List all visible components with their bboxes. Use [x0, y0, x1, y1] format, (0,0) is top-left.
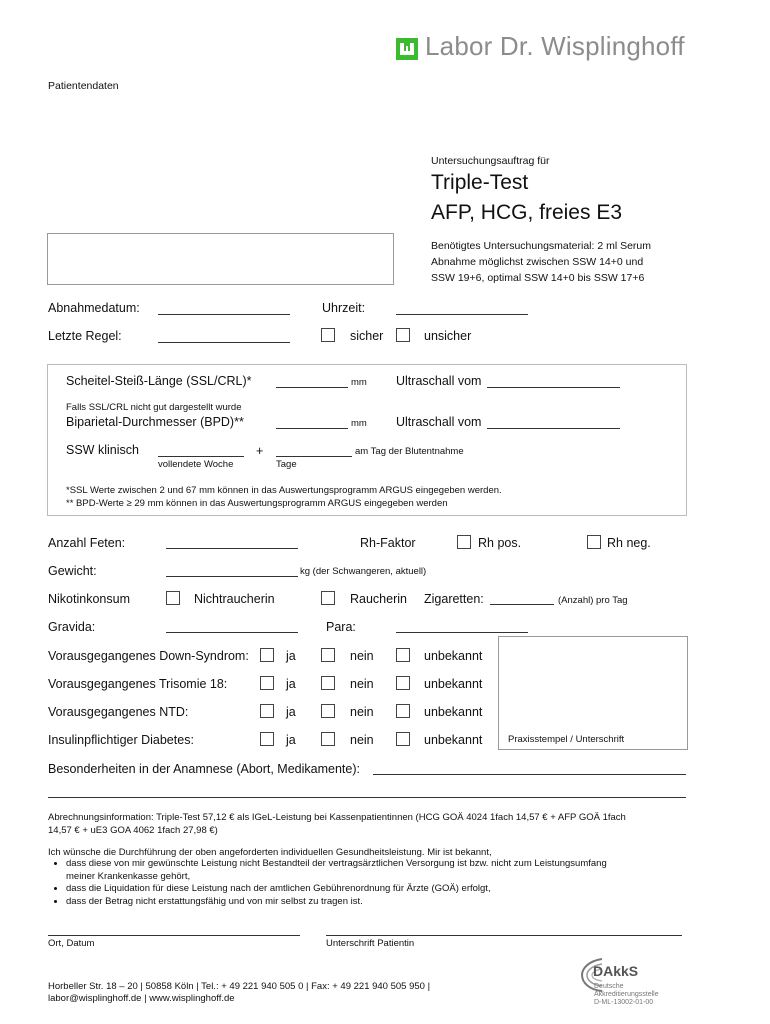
sicher-label: sicher [350, 329, 384, 343]
anamnese-field-2[interactable] [48, 797, 686, 798]
consent-bullet-2: • dass die Liquidation für diese Leistung nach der amtlichen Gebührenordnung für Ärzte (GOÄ) erfolgt, [66, 883, 607, 896]
history-label-diabetes: Insulinpflichtiger Diabetes: [48, 733, 194, 747]
rh-faktor-label: Rh-Faktor [360, 536, 416, 550]
down-ja-checkbox[interactable] [260, 648, 274, 662]
ssl-footnote: *SSL Werte zwischen 2 und 67 mm können in das Auswertungsprogramm ARGUS eingegeben werden. [66, 485, 502, 496]
bpd-label: Biparietal-Durchmesser (BPD)** [66, 415, 244, 429]
anzahl-feten-field[interactable] [166, 548, 298, 549]
gravida-label: Gravida: [48, 620, 96, 634]
para-label: Para: [326, 620, 356, 634]
letzte-regel-field[interactable] [158, 342, 290, 343]
gewicht-unit: kg (der Schwangeren, aktuell) [300, 566, 427, 577]
dakks-name: DAkkS [593, 963, 639, 979]
consent-intro: Ich wünsche die Durchführung der oben angeforderten individuellen Gesundheitsleistung. Mir ist bekannt, [48, 847, 492, 858]
rh-pos-checkbox[interactable] [457, 535, 471, 549]
trisomie-nein-label: nein [350, 677, 374, 691]
trisomie-ja-checkbox[interactable] [260, 676, 274, 690]
trisomie-unbekannt-label: unbekannt [424, 677, 483, 691]
lab-logo-text: Labor Dr. Wisplinghoff [425, 31, 685, 61]
nichtraucherin-checkbox[interactable] [166, 591, 180, 605]
history-label-ntd: Vorausgegangenes NTD: [48, 705, 189, 719]
rh-neg-label: Rh neg. [607, 536, 651, 550]
trisomie-nein-checkbox[interactable] [321, 676, 335, 690]
unterschrift-field[interactable] [326, 935, 682, 936]
bpd-unit: mm [351, 418, 367, 429]
raucherin-checkbox[interactable] [321, 591, 335, 605]
abnahmedatum-label: Abnahmedatum: [48, 301, 140, 315]
patient-label-box[interactable] [47, 233, 394, 285]
title-parameters: AFP, HCG, freies E3 [431, 201, 623, 224]
am-tag-label: am Tag der Blutentnahme [355, 446, 464, 457]
ssl-unit: mm [351, 377, 367, 388]
zigaretten-label: Zigaretten: [424, 592, 484, 606]
ssl-ultraschall-field[interactable] [487, 387, 620, 388]
rh-neg-checkbox[interactable] [587, 535, 601, 549]
history-label-trisomie: Vorausgegangenes Trisomie 18: [48, 677, 228, 691]
consent-bullet-1: • dass diese von mir gewünschte Leistung nicht Bestandteil der vertragsärztlichen Versorgung ist bzw. nicht zum Leistungsumfang meiner Krankenkasse gehört, [66, 858, 607, 883]
trisomie-ja-label: ja [286, 677, 296, 691]
diabetes-ja-label: ja [286, 733, 296, 747]
letzte-regel-label: Letzte Regel: [48, 329, 122, 343]
diabetes-unbekannt-checkbox[interactable] [396, 732, 410, 746]
unterschrift-label: Unterschrift Patientin [326, 938, 415, 949]
nichtraucherin-label: Nichtraucherin [194, 592, 275, 606]
ntd-unbekannt-label: unbekannt [424, 705, 483, 719]
consent-list [48, 858, 607, 908]
ssw-plus: + [256, 444, 264, 458]
bpd-footnote: ** BPD-Werte ≥ 29 mm können in das Auswertungsprogramm ARGUS eingegeben werden [66, 498, 448, 509]
unsicher-label: unsicher [424, 329, 472, 343]
anzahl-feten-label: Anzahl Feten: [48, 536, 126, 550]
diabetes-unbekannt-label: unbekannt [424, 733, 483, 747]
footer-contact: labor@wisplinghoff.de | www.wisplinghoff.de [48, 993, 235, 1004]
material-line-2: Abnahme möglichst zwischen SSW 14+0 und [431, 256, 644, 268]
zigaretten-field[interactable] [490, 604, 554, 605]
ssw-weeks-field[interactable] [158, 456, 244, 457]
bpd-field[interactable] [276, 428, 348, 429]
diabetes-nein-label: nein [350, 733, 374, 747]
falls-note: Falls SSL/CRL nicht gut dargestellt wurde [66, 402, 242, 413]
order-pre: Untersuchungsauftrag für [431, 155, 550, 167]
rh-pos-label: Rh pos. [478, 536, 522, 550]
bpd-ultraschall-field[interactable] [487, 428, 620, 429]
abnahmedatum-field[interactable] [158, 314, 290, 315]
trisomie-unbekannt-checkbox[interactable] [396, 676, 410, 690]
down-nein-checkbox[interactable] [321, 648, 335, 662]
zigaretten-unit: (Anzahl) pro Tag [558, 595, 628, 606]
diabetes-ja-checkbox[interactable] [260, 732, 274, 746]
ssl-field[interactable] [276, 387, 348, 388]
down-unbekannt-label: unbekannt [424, 649, 483, 663]
material-line-1: Benötigtes Untersuchungsmaterial: 2 ml Serum [431, 240, 652, 252]
down-ja-label: ja [286, 649, 296, 663]
ssw-label: SSW klinisch [66, 443, 139, 457]
anamnese-field[interactable] [373, 774, 686, 775]
down-nein-label: nein [350, 649, 374, 663]
tage-label: Tage [276, 459, 297, 470]
uhrzeit-field[interactable] [396, 314, 528, 315]
raucherin-label: Raucherin [350, 592, 407, 606]
ssl-ultraschall-label: Ultraschall vom [396, 374, 482, 388]
material-line-3: SSW 19+6, optimal SSW 14+0 bis SSW 17+6 [431, 272, 645, 284]
gravida-field[interactable] [166, 632, 298, 633]
para-field[interactable] [396, 632, 528, 633]
ssw-days-field[interactable] [276, 456, 352, 457]
gewicht-field[interactable] [166, 576, 298, 577]
patientendaten-label: Patientendaten [48, 80, 119, 92]
diabetes-nein-checkbox[interactable] [321, 732, 335, 746]
dakks-text: Deutsche Akkreditierungsstelle D-ML-13002-01-00 [594, 983, 659, 1006]
ntd-nein-checkbox[interactable] [321, 704, 335, 718]
sicher-checkbox[interactable] [321, 328, 335, 342]
anamnese-label: Besonderheiten in der Anamnese (Abort, Medikamente): [48, 762, 360, 776]
ssl-label: Scheitel-Steiß-Länge (SSL/CRL)* [66, 374, 252, 388]
unsicher-checkbox[interactable] [396, 328, 410, 342]
ntd-nein-label: nein [350, 705, 374, 719]
vollendete-woche-label: vollendete Woche [158, 459, 234, 470]
ntd-ja-checkbox[interactable] [260, 704, 274, 718]
gewicht-label: Gewicht: [48, 564, 97, 578]
down-unbekannt-checkbox[interactable] [396, 648, 410, 662]
uhrzeit-label: Uhrzeit: [322, 301, 366, 315]
ntd-ja-label: ja [286, 705, 296, 719]
ort-datum-label: Ort, Datum [48, 938, 95, 949]
stamp-label: Praxisstempel / Unterschrift [508, 734, 625, 745]
title-triple-test: Triple-Test [431, 171, 529, 194]
nikotin-label: Nikotinkonsum [48, 592, 130, 606]
consent-bullet-3: • dass der Betrag nicht erstattungsfähig und von mir selbst zu tragen ist. [66, 896, 607, 909]
billing-line-2: 14,57 € + uE3 GOA 4062 1fach 27,98 €) [48, 825, 218, 836]
billing-line-1: Abrechnungsinformation: Triple-Test 57,12 € als IGeL-Leistung bei Kassenpatientinnen (HCG GOÄ 4024 1fach 14,57 € + AFP GOÄ 1fach [48, 812, 626, 823]
lab-logo-icon [396, 38, 418, 60]
stamp-box[interactable] [498, 636, 688, 750]
history-label-down: Vorausgegangenes Down-Syndrom: [48, 649, 249, 663]
footer-address: Horbeller Str. 18 – 20 | 50858 Köln | Tel.: + 49 221 940 505 0 | Fax: + 49 221 940 505 950 | [48, 981, 431, 992]
ort-datum-field[interactable] [48, 935, 300, 936]
bpd-ultraschall-label: Ultraschall vom [396, 415, 482, 429]
ntd-unbekannt-checkbox[interactable] [396, 704, 410, 718]
